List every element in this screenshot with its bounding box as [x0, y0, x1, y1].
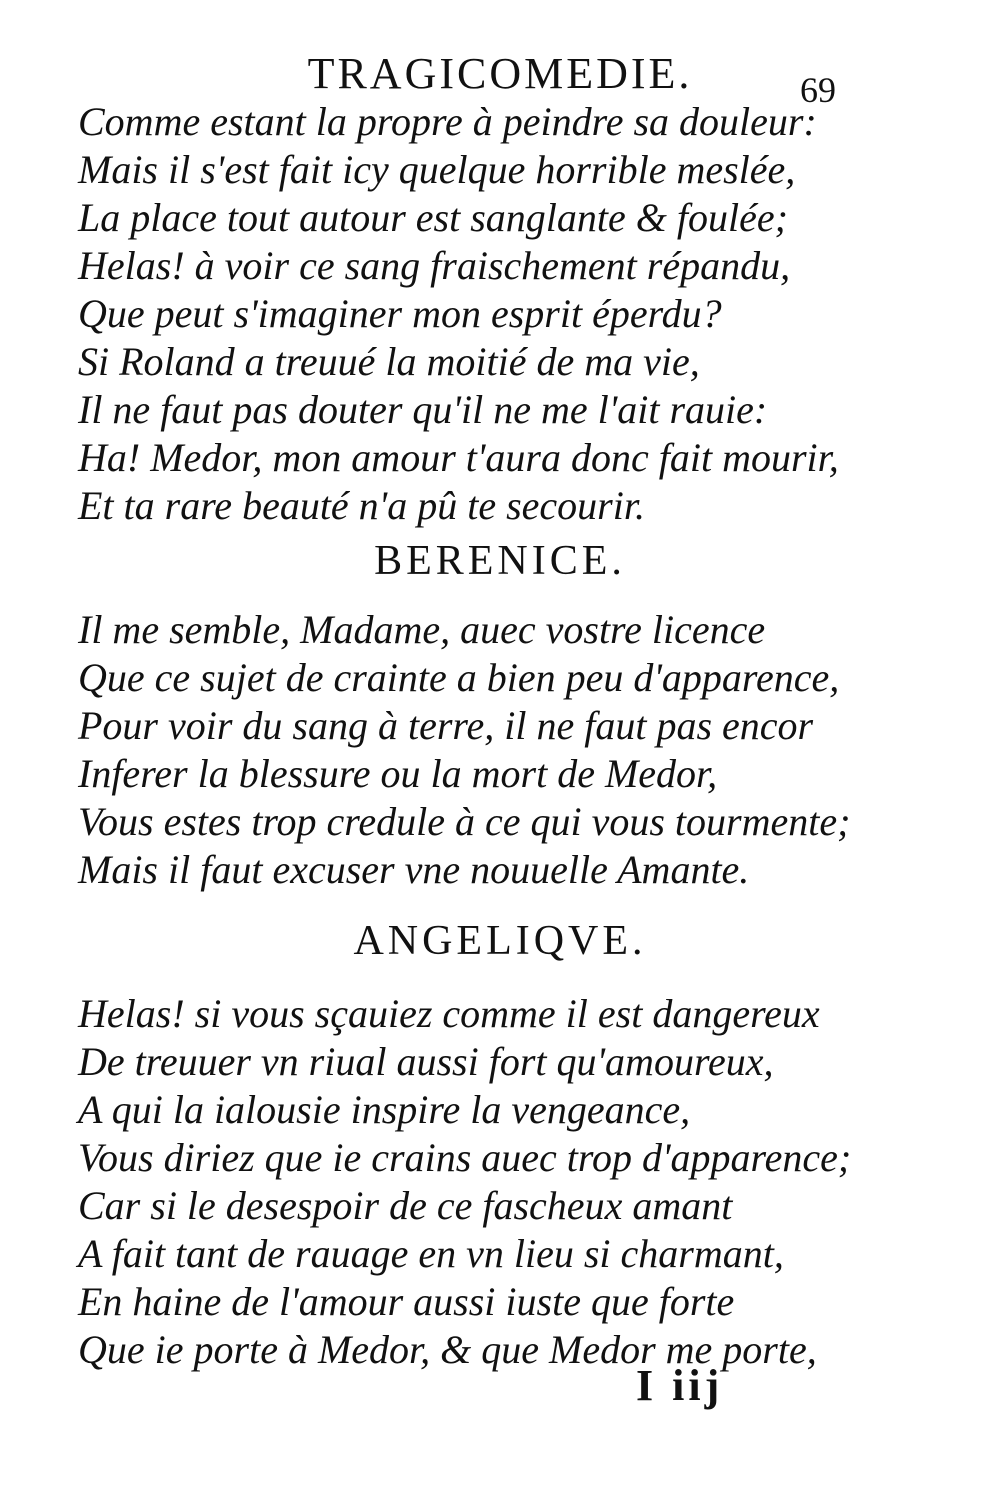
signature-mark: I iij [636, 1361, 724, 1410]
verse-line: Comme estant la propre à peindre sa douleur: [78, 99, 817, 144]
verse-block-angelique [78, 98, 938, 530]
verse-line: A fait tant de rauage en vn lieu si charmant, [78, 1231, 784, 1276]
page-number: 69 [800, 70, 836, 110]
running-head: TRAGICOMEDIE. [307, 49, 693, 98]
verse-line: Car si le desespoir de ce fascheux amant [78, 1183, 733, 1228]
verse-line: Helas! si vous sçauiez comme il est dangereux [78, 991, 820, 1036]
speaker-heading-angelique: ANGELIQVE. [353, 918, 647, 964]
verse-line: Vous estes trop credule à ce qui vous tourmente; [78, 799, 851, 844]
verse-block-angelique-reply [78, 990, 938, 1374]
verse-line: Mais il faut excuser vne nouuelle Amante. [78, 847, 750, 892]
verse-line: Que ce sujet de crainte a bien peu d'apparence, [78, 655, 840, 700]
verse-line: Inferer la blessure ou la mort de Medor, [78, 751, 718, 796]
verse-line: Il ne faut pas douter qu'il ne me l'ait rauie: [78, 387, 768, 432]
verse-line: Vous diriez que ie crains auec trop d'apparence; [78, 1135, 852, 1180]
verse-line: Helas! à voir ce sang fraischement répandu, [78, 243, 791, 288]
verse-line: Ha! Medor, mon amour t'aura donc fait mourir, [78, 435, 839, 480]
verse-line: Mais il s'est fait icy quelque horrible meslée, [78, 147, 796, 192]
verse-line: La place tout autour est sanglante & foulée; [78, 195, 788, 240]
verse-line: Et ta rare beauté n'a pû te secourir. [78, 483, 645, 528]
verse-line: En haine de l'amour aussi iuste que forte [78, 1279, 735, 1324]
speaker-heading-berenice: BERENICE. [374, 538, 626, 584]
verse-line: Que peut s'imaginer mon esprit éperdu? [78, 291, 722, 336]
verse-line: Il me semble, Madame, auec vostre licence [78, 607, 766, 652]
verse-block-berenice [78, 606, 938, 894]
verse-line: A qui la ialousie inspire la vengeance, [78, 1087, 691, 1132]
verse-line: Que ie porte à Medor, & que Medor me porte, [78, 1327, 817, 1372]
verse-line: Pour voir du sang à terre, il ne faut pas encor [78, 703, 814, 748]
verse-line: De treuuer vn riual aussi fort qu'amoureux, [78, 1039, 774, 1084]
verse-line: Si Roland a treuué la moitié de ma vie, [78, 339, 700, 384]
